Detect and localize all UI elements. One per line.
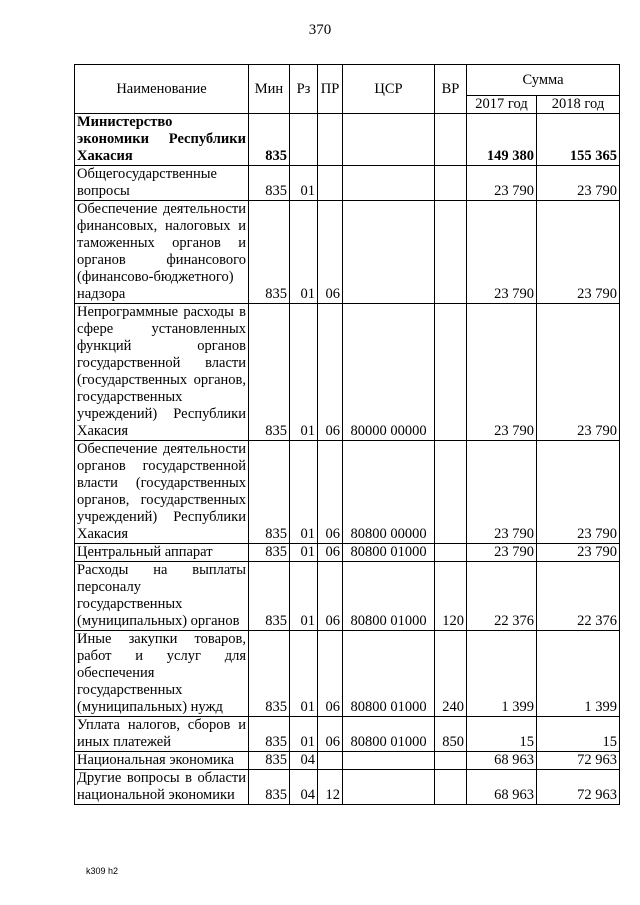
cell-name: Национальная экономика	[75, 752, 249, 770]
cell-csr: 80000 00000	[343, 304, 435, 441]
table-row	[75, 304, 620, 441]
page-number: 370	[308, 22, 332, 38]
table-row	[75, 631, 620, 717]
cell-rz: 01	[290, 304, 318, 441]
cell-name: Непрограммные расходы в сфере установленных функций органов государственной власти (государственных органов, государственных учреждений) Республики Хакасия	[75, 304, 249, 441]
cell-min: 835	[249, 166, 290, 201]
cell-rz: 01	[290, 562, 318, 631]
table-row	[75, 441, 620, 544]
cell-min: 835	[249, 631, 290, 717]
cell-2017: 1 399	[467, 631, 537, 717]
header-vr: ВР	[435, 65, 467, 114]
header-row	[75, 65, 620, 96]
cell-2017: 23 790	[467, 304, 537, 441]
cell-pr: 06	[318, 441, 343, 544]
cell-vr	[435, 441, 467, 544]
cell-pr	[318, 114, 343, 166]
cell-2018: 23 790	[537, 201, 620, 304]
header-sum: Сумма	[467, 65, 620, 96]
table-row	[75, 752, 620, 770]
cell-csr: 80800 00000	[343, 441, 435, 544]
cell-csr	[343, 166, 435, 201]
cell-name: Иные закупки товаров, работ и услуг для обеспечения государственных (муниципальных) нужд	[75, 631, 249, 717]
cell-min: 835	[249, 304, 290, 441]
cell-min: 835	[249, 441, 290, 544]
cell-vr: 120	[435, 562, 467, 631]
cell-min: 835	[249, 114, 290, 166]
cell-name: Уплата налогов, сборов и иных платежей	[75, 717, 249, 752]
cell-2017: 149 380	[467, 114, 537, 166]
budget-table	[74, 64, 620, 805]
cell-rz: 01	[290, 166, 318, 201]
cell-pr	[318, 166, 343, 201]
cell-name: Другие вопросы в области национальной экономики	[75, 770, 249, 805]
cell-rz: 01	[290, 717, 318, 752]
cell-2017: 23 790	[467, 166, 537, 201]
cell-vr: 850	[435, 717, 467, 752]
cell-rz: 01	[290, 441, 318, 544]
cell-vr	[435, 114, 467, 166]
table-row	[75, 770, 620, 805]
cell-min: 835	[249, 201, 290, 304]
cell-csr: 80800 01000	[343, 717, 435, 752]
cell-rz: 01	[290, 544, 318, 562]
cell-2017: 23 790	[467, 201, 537, 304]
cell-2018: 23 790	[537, 544, 620, 562]
cell-vr	[435, 166, 467, 201]
table-row	[75, 114, 620, 166]
cell-min: 835	[249, 544, 290, 562]
cell-pr: 06	[318, 562, 343, 631]
cell-2017: 15	[467, 717, 537, 752]
table-body	[75, 65, 620, 805]
cell-vr	[435, 201, 467, 304]
cell-name: Центральный аппарат	[75, 544, 249, 562]
cell-2018: 72 963	[537, 752, 620, 770]
cell-2018: 15	[537, 717, 620, 752]
cell-name: Общегосударственные вопросы	[75, 166, 249, 201]
cell-name: Расходы на выплаты персоналу государственных (муниципальных) органов	[75, 562, 249, 631]
cell-csr	[343, 114, 435, 166]
cell-pr: 06	[318, 201, 343, 304]
cell-pr: 12	[318, 770, 343, 805]
cell-vr	[435, 752, 467, 770]
header-pr: ПР	[318, 65, 343, 114]
header-name: Наименование	[75, 65, 249, 114]
cell-min: 835	[249, 562, 290, 631]
cell-2017: 68 963	[467, 752, 537, 770]
header-year-2018: 2018 год	[537, 96, 620, 114]
cell-2017: 23 790	[467, 441, 537, 544]
table-row	[75, 717, 620, 752]
footer-code: k309 h2	[86, 866, 119, 876]
cell-name: Министерство экономики Республики Хакасия	[75, 114, 249, 166]
cell-rz: 01	[290, 201, 318, 304]
header-min: Мин	[249, 65, 290, 114]
table-row	[75, 166, 620, 201]
cell-min: 835	[249, 770, 290, 805]
cell-pr: 06	[318, 717, 343, 752]
cell-2018: 23 790	[537, 166, 620, 201]
cell-rz: 01	[290, 631, 318, 717]
cell-csr: 80800 01000	[343, 631, 435, 717]
table-row	[75, 562, 620, 631]
cell-csr	[343, 201, 435, 304]
cell-pr	[318, 752, 343, 770]
cell-vr	[435, 770, 467, 805]
cell-2018: 22 376	[537, 562, 620, 631]
header-year-2017: 2017 год	[467, 96, 537, 114]
cell-min: 835	[249, 752, 290, 770]
cell-rz	[290, 114, 318, 166]
header-csr: ЦСР	[343, 65, 435, 114]
cell-2017: 68 963	[467, 770, 537, 805]
cell-name: Обеспечение деятельности финансовых, налоговых и таможенных органов и органов финансового (финансово-бюджетного) надзора	[75, 201, 249, 304]
cell-rz: 04	[290, 752, 318, 770]
cell-2018: 1 399	[537, 631, 620, 717]
cell-pr: 06	[318, 544, 343, 562]
cell-csr	[343, 752, 435, 770]
cell-2018: 23 790	[537, 304, 620, 441]
cell-pr: 06	[318, 304, 343, 441]
cell-pr: 06	[318, 631, 343, 717]
cell-csr: 80800 01000	[343, 562, 435, 631]
cell-2018: 23 790	[537, 441, 620, 544]
cell-vr: 240	[435, 631, 467, 717]
cell-2017: 22 376	[467, 562, 537, 631]
cell-vr	[435, 544, 467, 562]
cell-csr	[343, 770, 435, 805]
header-rz: Рз	[290, 65, 318, 114]
cell-vr	[435, 304, 467, 441]
cell-2018: 72 963	[537, 770, 620, 805]
table-row	[75, 201, 620, 304]
table-row	[75, 544, 620, 562]
cell-2017: 23 790	[467, 544, 537, 562]
cell-2018: 155 365	[537, 114, 620, 166]
cell-csr: 80800 01000	[343, 544, 435, 562]
cell-name: Обеспечение деятельности органов государственной власти (государственных органов, государственных учреждений) Республики Хакасия	[75, 441, 249, 544]
cell-min: 835	[249, 717, 290, 752]
cell-rz: 04	[290, 770, 318, 805]
